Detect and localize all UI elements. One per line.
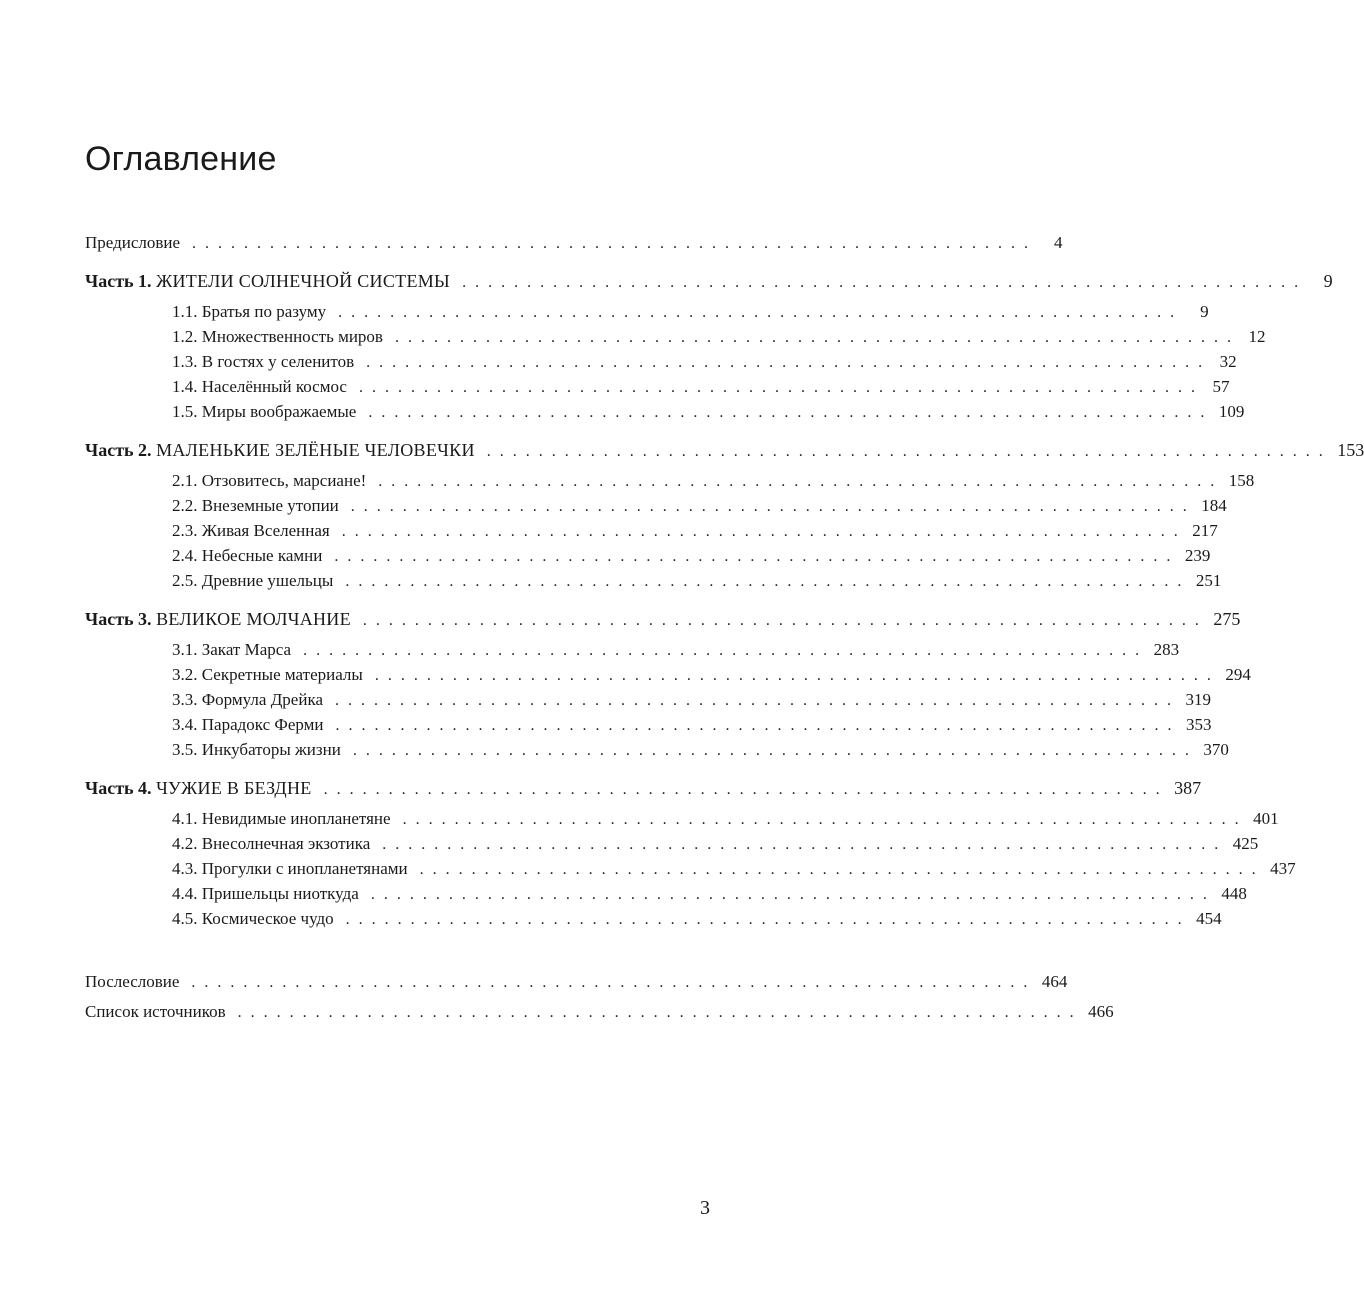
part-number: Часть 1. — [85, 271, 152, 291]
toc-entry-label: Послесловие — [85, 972, 180, 991]
toc-entry-label: 3.1. Закат Марса — [172, 640, 292, 659]
toc-entry-page: 425 — [1232, 834, 1259, 853]
toc-entry-page: 109 — [1218, 402, 1245, 421]
dot-leader: . . . . . . . . . . . . . . . . . . . . . . . . . . . . . . . . . . . . . . . . . . . . . . . . . . . . . . . . . . . . . . . . . — [462, 274, 1301, 291]
toc-entry-page: 448 — [1221, 884, 1247, 903]
dot-leader: . . . . . . . . . . . . . . . . . . . . . . . . . . . . . . . . . . . . . . . . . . . . . . . . . . . . . . . . . . . . . . . . . — [192, 235, 1031, 252]
dot-leader: . . . . . . . . . . . . . . . . . . . . . . . . . . . . . . . . . . . . . . . . . . . . . . . . . . . . . . . . . . . . . . . . . — [362, 612, 1202, 629]
toc-entry-page: 275 — [1213, 609, 1241, 629]
toc-entry-label: Список источников — [85, 1002, 226, 1021]
dot-leader: . . . . . . . . . . . . . . . . . . . . . . . . . . . . . . . . . . . . . . . . . . . . . . . . . . . . . . . . . . . . . . . . . — [402, 811, 1242, 828]
toc-section[interactable] — [85, 737, 1229, 762]
dot-leader: . . . . . . . . . . . . . . . . . . . . . . . . . . . . . . . . . . . . . . . . . . . . . . . . . . . . . . . . . . . . . . . . . — [338, 304, 1177, 321]
dot-leader: . . . . . . . . . . . . . . . . . . . . . . . . . . . . . . . . . . . . . . . . . . . . . . . . . . . . . . . . . . . . . . . . . — [374, 667, 1214, 684]
part-title: ЖИТЕЛИ СОЛНЕЧНОЙ СИСТЕМЫ — [156, 271, 451, 291]
toc-entry-page: 437 — [1270, 859, 1296, 878]
part-title: МАЛЕНЬКИЕ ЗЕЛЁНЫЕ ЧЕЛОВЕЧКИ — [156, 440, 475, 460]
dot-leader: . . . . . . . . . . . . . . . . . . . . . . . . . . . . . . . . . . . . . . . . . . . . . . . . . . . . . . . . . . . . . . . . . — [323, 781, 1163, 798]
dot-leader: . . . . . . . . . . . . . . . . . . . . . . . . . . . . . . . . . . . . . . . . . . . . . . . . . . . . . . . . . . . . . . . . . — [382, 836, 1221, 853]
toc-entry-label: 2.4. Небесные камни — [172, 546, 323, 565]
toc-part-2[interactable] — [85, 438, 1364, 463]
toc-entry-label: 2.3. Живая Вселенная — [172, 521, 330, 540]
dot-leader: . . . . . . . . . . . . . . . . . . . . . . . . . . . . . . . . . . . . . . . . . . . . . . . . . . . . . . . . . . . . . . . . . — [486, 443, 1326, 460]
toc-entry-page: 401 — [1253, 809, 1279, 828]
table-of-contents — [85, 230, 1364, 1024]
toc-entry-page: 464 — [1041, 972, 1068, 991]
dot-leader: . . . . . . . . . . . . . . . . . . . . . . . . . . . . . . . . . . . . . . . . . . . . . . . . . . . . . . . . . . . . . . . . . — [237, 1004, 1077, 1021]
toc-entry-page: 32 — [1219, 352, 1237, 371]
toc-section[interactable] — [85, 399, 1245, 424]
page-title: Оглавление — [85, 140, 277, 178]
dot-leader: . . . . . . . . . . . . . . . . . . . . . . . . . . . . . . . . . . . . . . . . . . . . . . . . . . . . . . . . . . . . . . . . . — [345, 573, 1184, 590]
toc-entry-page: 283 — [1153, 640, 1180, 659]
toc-entry-page: 4 — [1054, 233, 1063, 252]
toc-entry-page: 319 — [1185, 690, 1211, 709]
dot-leader: . . . . . . . . . . . . . . . . . . . . . . . . . . . . . . . . . . . . . . . . . . . . . . . . . . . . . . . . . . . . . . . . . — [191, 974, 1030, 991]
dot-leader: . . . . . . . . . . . . . . . . . . . . . . . . . . . . . . . . . . . . . . . . . . . . . . . . . . . . . . . . . . . . . . . . . — [350, 498, 1190, 515]
toc-entry-page: 387 — [1174, 778, 1202, 798]
toc-entry-page: 370 — [1203, 740, 1229, 759]
toc-entry-page: 153 — [1337, 440, 1364, 460]
toc-section[interactable] — [85, 881, 1247, 906]
toc-entry-label: Предисловие — [85, 233, 181, 252]
toc-entry-page: 454 — [1196, 909, 1222, 928]
toc-section[interactable] — [85, 712, 1212, 737]
toc-section[interactable] — [85, 662, 1251, 687]
toc-part-4[interactable] — [85, 776, 1202, 801]
dot-leader: . . . . . . . . . . . . . . . . . . . . . . . . . . . . . . . . . . . . . . . . . . . . . . . . . . . . . . . . . . . . . . . . . — [352, 742, 1192, 759]
toc-entry-page: 9 — [1323, 271, 1333, 291]
dot-leader: . . . . . . . . . . . . . . . . . . . . . . . . . . . . . . . . . . . . . . . . . . . . . . . . . . . . . . . . . . . . . . . . . — [419, 861, 1259, 878]
toc-section[interactable] — [85, 299, 1209, 324]
toc-entry-page: 184 — [1201, 496, 1227, 515]
toc-entry-afterword[interactable] — [85, 969, 1068, 994]
dot-leader: . . . . . . . . . . . . . . . . . . . . . . . . . . . . . . . . . . . . . . . . . . . . . . . . . . . . . . . . . . . . . . . . . — [378, 473, 1217, 490]
toc-entry-label: 1.3. В гостях у селенитов — [172, 352, 355, 371]
toc-entry-preface[interactable] — [85, 230, 1063, 255]
toc-entry-page: 158 — [1228, 471, 1255, 490]
dot-leader: . . . . . . . . . . . . . . . . . . . . . . . . . . . . . . . . . . . . . . . . . . . . . . . . . . . . . . . . . . . . . . . . . — [366, 354, 1205, 371]
toc-section[interactable] — [85, 856, 1296, 881]
toc-entry-label: 3.5. Инкубаторы жизни — [172, 740, 341, 759]
part-number: Часть 4. — [85, 778, 152, 798]
dot-leader: . . . . . . . . . . . . . . . . . . . . . . . . . . . . . . . . . . . . . . . . . . . . . . . . . . . . . . . . . . . . . . . . . — [334, 548, 1173, 565]
toc-entry-label: 1.2. Множественность миров — [172, 327, 383, 346]
toc-entry-page: 353 — [1185, 715, 1212, 734]
toc-part-1[interactable] — [85, 269, 1333, 294]
toc-section[interactable] — [85, 687, 1211, 712]
toc-section[interactable] — [85, 831, 1259, 856]
toc-entry-page: 57 — [1212, 377, 1230, 396]
toc-entry-sources[interactable] — [85, 999, 1114, 1024]
part-title: ЧУЖИЕ В БЕЗДНЕ — [156, 778, 312, 798]
dot-leader: . . . . . . . . . . . . . . . . . . . . . . . . . . . . . . . . . . . . . . . . . . . . . . . . . . . . . . . . . . . . . . . . . — [368, 404, 1207, 421]
toc-section[interactable] — [85, 468, 1255, 493]
toc-section[interactable] — [85, 568, 1222, 593]
toc-section[interactable] — [85, 543, 1211, 568]
toc-entry-page: 12 — [1248, 327, 1266, 346]
toc-entry-label: 3.3. Формула Дрейка — [172, 690, 323, 709]
toc-entry-page: 217 — [1192, 521, 1218, 540]
toc-entry-page: 9 — [1200, 302, 1209, 321]
dot-leader: . . . . . . . . . . . . . . . . . . . . . . . . . . . . . . . . . . . . . . . . . . . . . . . . . . . . . . . . . . . . . . . . . — [370, 886, 1210, 903]
toc-part-3[interactable] — [85, 607, 1241, 632]
dot-leader: . . . . . . . . . . . . . . . . . . . . . . . . . . . . . . . . . . . . . . . . . . . . . . . . . . . . . . . . . . . . . . . . . — [341, 523, 1181, 540]
toc-entry-page: 239 — [1184, 546, 1211, 565]
dot-leader: . . . . . . . . . . . . . . . . . . . . . . . . . . . . . . . . . . . . . . . . . . . . . . . . . . . . . . . . . . . . . . . . . — [345, 911, 1185, 928]
toc-entry-label: 4.3. Прогулки с инопланетянами — [172, 859, 408, 878]
toc-section[interactable] — [85, 806, 1279, 831]
toc-entry-label: 2.5. Древние ушельцы — [172, 571, 334, 590]
dot-leader: . . . . . . . . . . . . . . . . . . . . . . . . . . . . . . . . . . . . . . . . . . . . . . . . . . . . . . . . . . . . . . . . . — [394, 329, 1234, 346]
toc-entry-label: 4.4. Пришельцы ниоткуда — [172, 884, 359, 903]
toc-entry-label: 2.1. Отзовитесь, марсиане! — [172, 471, 367, 490]
toc-section[interactable] — [85, 493, 1227, 518]
toc-section[interactable] — [85, 637, 1180, 662]
toc-entry-label: 1.1. Братья по разуму — [172, 302, 327, 321]
part-title: ВЕЛИКОЕ МОЛЧАНИЕ — [156, 609, 351, 629]
toc-section[interactable] — [85, 518, 1218, 543]
part-number: Часть 2. — [85, 440, 152, 460]
part-number: Часть 3. — [85, 609, 152, 629]
toc-entry-label: 2.2. Внеземные утопии — [172, 496, 339, 515]
toc-entry-label: 1.5. Миры воображаемые — [172, 402, 357, 421]
toc-entry-label: 4.2. Внесолнечная экзотика — [172, 834, 371, 853]
dot-leader: . . . . . . . . . . . . . . . . . . . . . . . . . . . . . . . . . . . . . . . . . . . . . . . . . . . . . . . . . . . . . . . . . — [358, 379, 1198, 396]
toc-entry-page: 294 — [1225, 665, 1251, 684]
toc-section[interactable] — [85, 906, 1222, 931]
toc-entry-page: 251 — [1195, 571, 1222, 590]
dot-leader: . . . . . . . . . . . . . . . . . . . . . . . . . . . . . . . . . . . . . . . . . . . . . . . . . . . . . . . . . . . . . . . . . — [335, 692, 1174, 709]
toc-section[interactable] — [85, 324, 1266, 349]
toc-entry-label: 3.2. Секретные материалы — [172, 665, 363, 684]
dot-leader: . . . . . . . . . . . . . . . . . . . . . . . . . . . . . . . . . . . . . . . . . . . . . . . . . . . . . . . . . . . . . . . . . — [335, 717, 1174, 734]
toc-entry-label: 4.1. Невидимые инопланетяне — [172, 809, 391, 828]
toc-section[interactable] — [85, 374, 1230, 399]
toc-entry-label: 1.4. Населённый космос — [172, 377, 347, 396]
toc-entry-label: 3.4. Парадокс Ферми — [172, 715, 324, 734]
toc-entry-label: 4.5. Космическое чудо — [172, 909, 334, 928]
dot-leader: . . . . . . . . . . . . . . . . . . . . . . . . . . . . . . . . . . . . . . . . . . . . . . . . . . . . . . . . . . . . . . . . . — [303, 642, 1142, 659]
toc-section[interactable] — [85, 349, 1237, 374]
page-number: 3 — [700, 1197, 710, 1219]
toc-entry-page: 466 — [1088, 1002, 1114, 1021]
